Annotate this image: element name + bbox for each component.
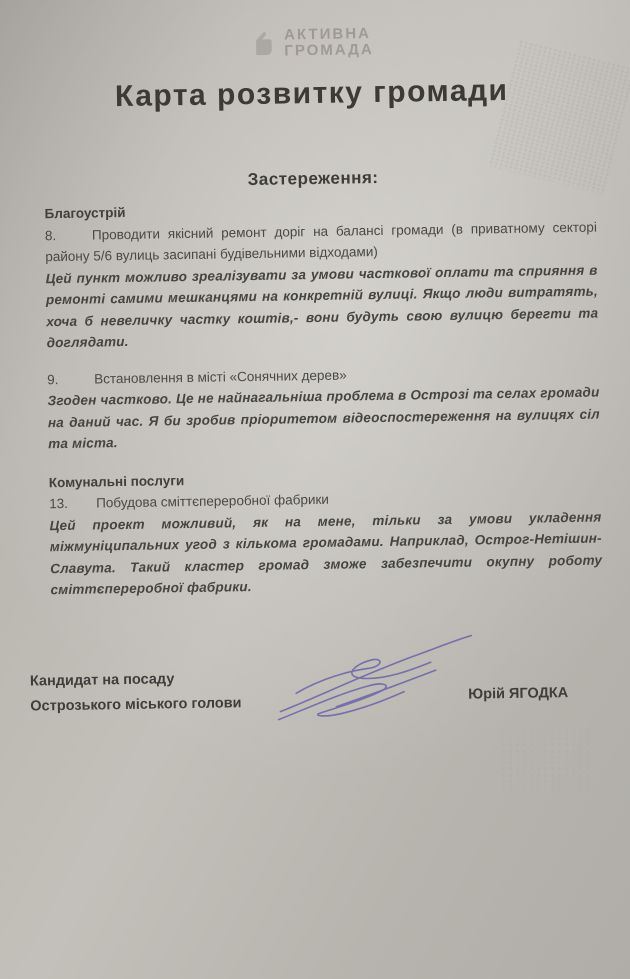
section-header-komunalni: Комунальні послуги	[48, 472, 185, 490]
role-line2: Острозького міського голови	[30, 694, 242, 715]
role-line1: Кандидат на посаду	[29, 670, 175, 690]
question-text: Побудова сміттєпереробної фабрики	[96, 491, 330, 511]
answer-item-8: Цей пункт можливо зреалізувати за умови часткової оплати та сприяння в ремонті самими мешканцями на конкретній вулиці. Якщо люди витратять, хоча б невеличку частку коштів,- вони будуть свою вулицю берегти та доглядати.	[45, 262, 599, 351]
active-community-logo	[0, 22, 626, 64]
logo-line2: ГРОМАДА	[284, 41, 374, 60]
page-title: Карта розвитку громади	[114, 73, 509, 114]
answer-item-13: Цей проект можливий, як на мене, тільки за умови укладення міжмуніципальних угод з кількома громадами. Наприклад, Острог-Нетішин-Славута. Такий кластер громад зможе забезпечити окупну роботу сміттєпереробної фабрики.	[49, 509, 603, 598]
hand-icon	[248, 29, 278, 59]
signature-block	[5, 638, 630, 758]
item-number: 9.	[47, 371, 59, 387]
candidate-name: Юрій ЯГОДКА	[468, 684, 569, 703]
candidate-role	[30, 666, 242, 719]
item-number: 13.	[49, 495, 69, 512]
handwritten-signature	[273, 628, 479, 723]
section-header-blahoustrii: Благоустрій	[44, 204, 126, 222]
answer-item-9: Згоден частково. Це не найнагальніша проблема в Острозі та селах громади на даний час. Я би зробив пріоритетом відеоспостереження на вулицях сіл та міста.	[47, 384, 600, 452]
logo-line1: АКТИВНА	[283, 25, 372, 44]
document-body	[0, 194, 630, 601]
warnings-heading: Застереження:	[247, 167, 379, 190]
logo-text	[284, 26, 374, 59]
question-text: Проводити якісний ремонт доріг на балансі громади (в приватному секторі району 5/6 вулиць засипані будівельними відходами)	[45, 219, 597, 265]
item-number: 8.	[44, 227, 57, 243]
question-text: Встановлення в місті «Сонячних дерев»	[94, 367, 347, 386]
